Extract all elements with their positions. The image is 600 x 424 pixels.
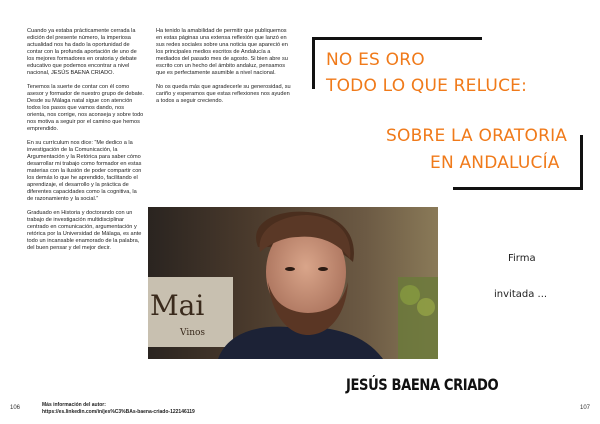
paragraph: Cuando ya estaba prácticamente cerrada la edición del presente número, la imperiosa actualidad nos ha dado la oportunidad de contar con la profunda aportación de uno de los mejores formadores en oratoria y debate educativo que podemos encontrar a nivel nacional, JESÚS BAENA CRIADO.: [27, 28, 137, 76]
article-title-line: SOBRE LA ORATORIA: [386, 126, 568, 146]
frame-line: [312, 37, 315, 89]
article-title-line: EN ANDALUCÍA: [430, 153, 560, 173]
paragraph: No os queda más que agradecerle su generosidad, su cariño y esperamos que estas reflexiones nos ayuden a todos a seguir creciendo.: [156, 84, 291, 104]
paragraph: Graduado en Historia y doctorando con un trabajo de investigación multidisciplinar centrado en comunicación, argumentación y retórica por la Universidad de Málaga, es ante todo un incansable enamorado de la palabra, del buen pensar y del mejor decir.: [27, 210, 142, 251]
article-title-line: NO ES ORO: [326, 50, 425, 70]
invitada-label: invitada ...: [494, 289, 548, 300]
author-name: JESÚS BAENA CRIADO: [346, 375, 499, 394]
author-photo: [148, 207, 438, 359]
frame-line: [453, 187, 583, 190]
frame-line: [580, 135, 583, 190]
firma-label: Firma: [508, 253, 536, 264]
more-info-label: Más información del autor:: [42, 402, 106, 408]
author-profile-link[interactable]: https://es.linkedin.com/in/jes%C3%BAs-baena-criado-122146119: [42, 408, 195, 415]
article-title-line: TODO LO QUE RELUCE:: [326, 76, 528, 96]
frame-line: [312, 37, 482, 40]
left-text-column: [27, 28, 144, 259]
paragraph: Ha tenido la amabilidad de permitir que publiquemos en estas páginas una extensa reflexión que lanzó en sus redes sociales sobre una noticia que apareció en los principales medios escritos de Andalucía a mediados del pasado mes de agosto. Si bien abre su escrito con un hecho del ámbito andaluz, pensamos que es perfectamente asumible a nivel nacional.: [156, 28, 288, 76]
photo-sign-text: Mai: [150, 289, 205, 322]
paragraph: Tenemos la suerte de contar con él como asesor y formador de nuestro grupo de debate. Desde su Málaga natal sigue con atención todos los pasos que vamos dando, nos orienta, nos corrige, nos aconseja y sobre todo nos motiva a seguir por el camino que hemos emprendido.: [27, 84, 144, 132]
paragraph: En su currículum nos dice: “Me dedico a la investigación de la Comunicación, la Argumentación y la Retórica para saber cómo desarrollar mi trabajo como formador en estas materias con la ilusión de poder compartir con los demás lo que he aprendido, facilitando el aprendizaje, el desarrollo y la práctica de diferentes capacidades como la cognitiva, la de razonamiento y la social.”: [27, 140, 142, 202]
photo-sign-sub: Vinos: [180, 328, 206, 338]
middle-text-column: [156, 28, 291, 112]
page-number-right: 107: [579, 405, 590, 411]
page-number-left: 106: [10, 405, 21, 411]
more-info: [42, 402, 195, 415]
